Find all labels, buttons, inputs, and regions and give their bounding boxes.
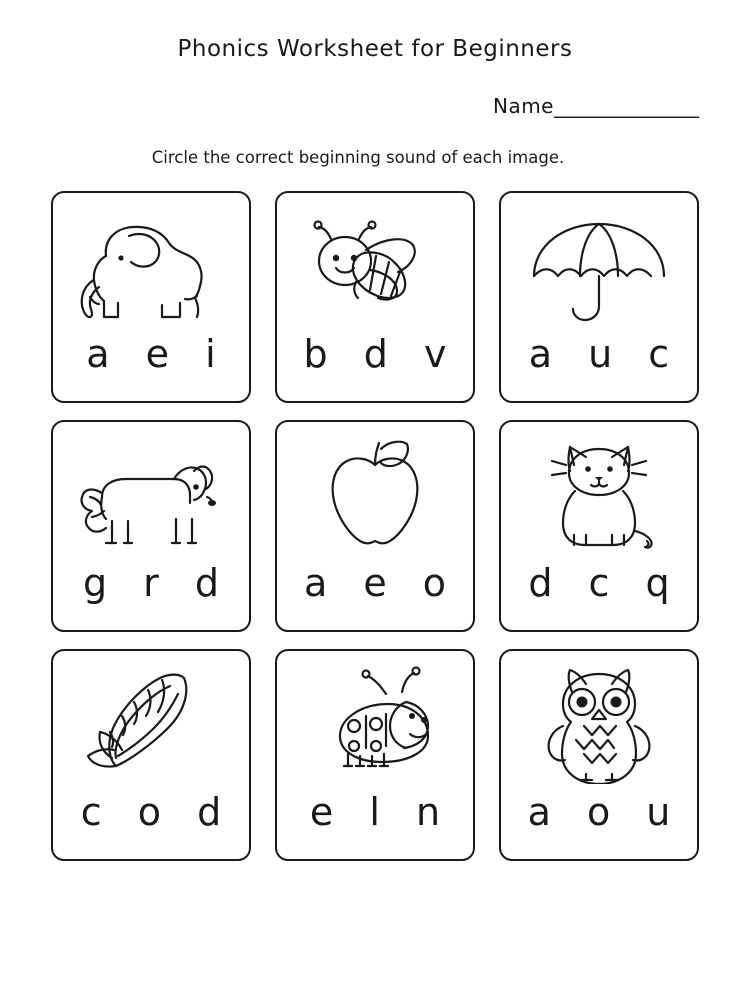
instruction-text: Circle the correct beginning sound of each image. [151,148,565,167]
worksheet-card[interactable] [499,649,699,861]
name-label: Name [492,94,554,118]
ladybug-icon [277,651,473,791]
answer-choices[interactable]: g r d [82,561,232,605]
worksheet-grid [51,191,699,861]
answer-choices[interactable]: c o d [80,790,234,834]
answer-choices[interactable]: a e o [303,561,459,605]
page-title: Phonics Worksheet for Beginners [177,36,573,62]
answer-choices[interactable]: a e i [86,332,228,376]
worksheet-card[interactable] [275,191,475,403]
answer-choices[interactable]: a u c [528,332,682,376]
worksheet-card[interactable] [275,649,475,861]
worksheet-card[interactable] [51,420,251,632]
cat-icon [501,422,697,562]
name-blank-line[interactable]: ________________ [554,94,698,118]
elephant-icon [53,193,249,333]
worksheet-card[interactable] [51,649,251,861]
answer-choices[interactable]: d c q [528,561,682,605]
name-field-row [0,94,750,118]
apple-icon [277,422,473,562]
answer-choices[interactable]: a o u [527,790,683,834]
worksheet-page [0,36,750,1006]
answer-choices[interactable]: e l n [309,790,453,834]
worksheet-card[interactable] [499,420,699,632]
bee-icon [277,193,473,333]
umbrella-icon [501,193,697,333]
corn-icon [53,651,249,791]
owl-icon [501,651,697,791]
worksheet-card[interactable] [51,191,251,403]
answer-choices[interactable]: b d v [303,332,459,376]
worksheet-card[interactable] [275,420,475,632]
dog-icon [53,422,249,562]
worksheet-card[interactable] [499,191,699,403]
